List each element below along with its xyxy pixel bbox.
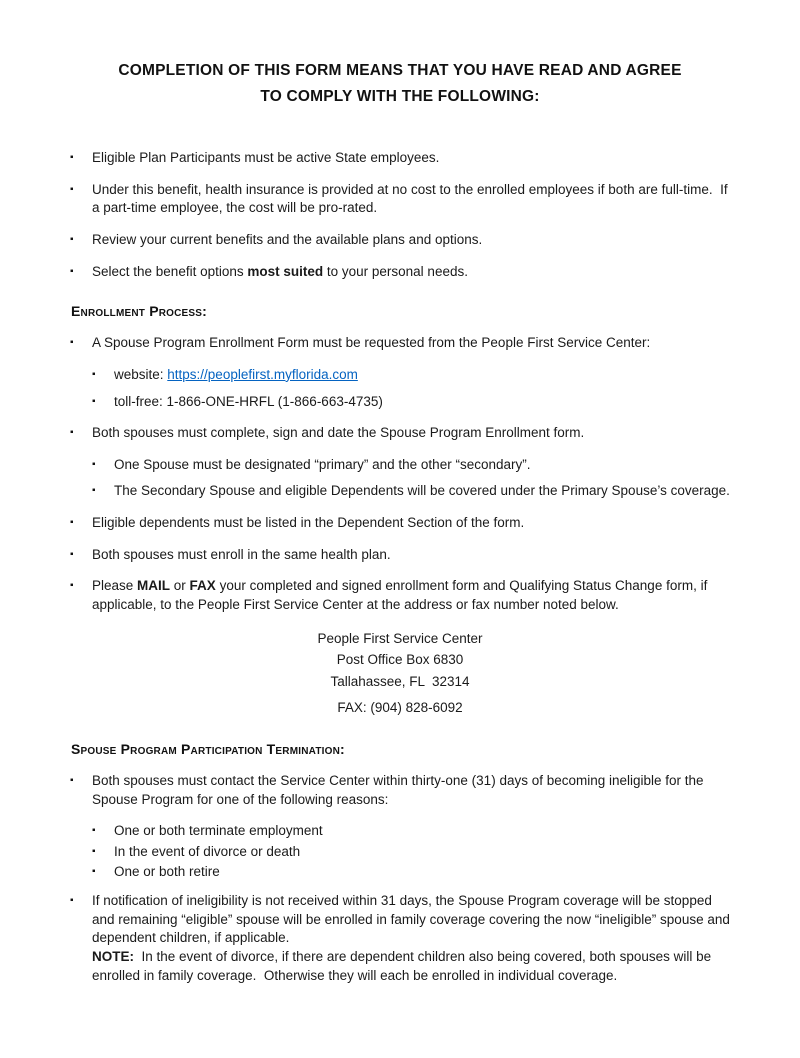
text-segment-bold: MAIL — [137, 578, 171, 594]
list-item-text: One or both retire — [114, 864, 220, 880]
sub-list — [92, 456, 730, 501]
note-text: In the event of divorce, if there are dependent children also being covered, both spouses will be enrolled in family coverage. Otherwise they will each be enrolled in individual coverage. — [92, 948, 715, 983]
text-segment: to your personal needs. — [323, 263, 468, 279]
sub-list — [92, 822, 730, 882]
page-title — [70, 58, 730, 109]
peoplefirst-link[interactable]: https://peoplefirst.myflorida.com — [167, 366, 358, 382]
text-segment-bold: most suited — [247, 263, 324, 279]
list-item — [70, 334, 730, 353]
list-item — [92, 366, 730, 385]
bullet-icon: ▪ — [92, 485, 96, 497]
address-line: People First Service Center — [317, 630, 483, 646]
list-item-text — [92, 263, 730, 282]
bullet-icon: ▪ — [70, 580, 74, 592]
list-item — [70, 514, 730, 533]
list-item-text: toll-free: 1-866-ONE-HRFL (1-866-663-4735) — [114, 393, 383, 409]
list-item — [70, 546, 730, 565]
list-item — [92, 393, 730, 412]
list-item — [92, 456, 730, 475]
list-item — [70, 263, 730, 282]
list-item-text: A Spouse Program Enrollment Form must be requested from the People First Service Center: — [92, 335, 651, 351]
page-title-line-1: COMPLETION OF THIS FORM MEANS THAT YOU HAVE READ AND AGREE — [118, 62, 682, 79]
list-item — [70, 424, 730, 443]
list-item-text — [92, 577, 730, 614]
address-line: Post Office Box 6830 — [336, 652, 464, 668]
bullet-icon: ▪ — [70, 152, 74, 164]
list-item — [92, 843, 730, 862]
text-segment: Select the benefit options — [92, 263, 248, 279]
bullet-icon: ▪ — [92, 825, 96, 837]
list-item-text: One or both terminate employment — [114, 823, 323, 839]
bullet-icon: ▪ — [70, 548, 74, 560]
fax-line: FAX: (904) 828-6092 — [337, 700, 463, 716]
list-item-text: Review your current benefits and the available plans and options. — [92, 232, 483, 247]
list-item — [70, 772, 730, 809]
text-segment: or — [170, 578, 190, 594]
list-item — [70, 892, 734, 985]
bullet-icon: ▪ — [70, 337, 74, 349]
list-item-text: Both spouses must contact the Service Center within thirty-one (31) days of becoming ineligible for the Spouse Program for one of the following reasons: — [92, 772, 708, 807]
page-title-line-2: TO COMPLY WITH THE FOLLOWING: — [260, 87, 540, 105]
note-paragraph — [92, 948, 730, 985]
list-item-text: Both spouses must enroll in the same health plan. — [92, 546, 391, 562]
list-item — [92, 863, 730, 882]
bullet-icon: ▪ — [70, 517, 74, 528]
bullet-icon: ▪ — [70, 895, 74, 906]
bullet-icon: ▪ — [92, 845, 96, 857]
list-item — [92, 822, 730, 841]
bullet-icon: ▪ — [92, 458, 96, 470]
list-item — [70, 181, 730, 218]
list-item-text: Both spouses must complete, sign and date the Spouse Program Enrollment form. — [92, 425, 585, 441]
list-item — [70, 231, 730, 250]
list-item-text: One Spouse must be designated “primary” and the other “secondary”. — [114, 456, 531, 472]
website-label: website: — [114, 366, 168, 382]
bullet-icon: ▪ — [70, 183, 74, 195]
sub-list — [92, 366, 730, 411]
list-item-text: The Secondary Spouse and eligible Dependents will be covered under the Primary Spouse’s coverage. — [114, 483, 730, 499]
bullet-icon: ▪ — [70, 774, 74, 786]
bullet-icon: ▪ — [70, 427, 74, 439]
service-center-address — [70, 628, 730, 719]
list-item-text — [114, 366, 730, 385]
text-segment: Please — [92, 578, 138, 594]
paragraph: If notification of ineligibility is not received within 31 days, the Spouse Program coverage will be stopped and remaining “eligible” spouse will be enrolled in family coverage covering the now “ineligible” spouse and dependent children, if applicable. — [92, 893, 734, 946]
section-heading-enrollment-process: Enrollment Process: — [71, 303, 208, 320]
bullet-icon: ▪ — [92, 395, 96, 407]
list-item — [70, 149, 730, 168]
bullet-icon: ▪ — [70, 265, 74, 277]
list-item — [70, 577, 730, 614]
text-segment-bold: FAX — [189, 578, 216, 594]
list-item-text: Eligible dependents must be listed in the Dependent Section of the form. — [92, 515, 525, 530]
list-item-text: Under this benefit, health insurance is provided at no cost to the enrolled employees if both are full-time. If a part-time employee, the cost will be pro-rated. — [92, 181, 732, 216]
note-label: NOTE: — [92, 948, 134, 964]
list-item-text — [92, 892, 734, 985]
bullet-icon: ▪ — [70, 234, 74, 245]
list-item-text: In the event of divorce or death — [114, 843, 301, 859]
bullet-icon: ▪ — [92, 866, 96, 878]
section-heading-termination: Spouse Program Participation Termination: — [71, 740, 345, 757]
list-item-text: Eligible Plan Participants must be active State employees. — [92, 150, 440, 166]
list-item — [92, 482, 730, 501]
bullet-icon: ▪ — [92, 368, 96, 380]
address-line: Tallahassee, FL 32314 — [330, 673, 470, 689]
text-segment: your completed and signed enrollment form and Qualifying Status Change form, if applicable, to the People First Service Center at the address or fax number noted below. — [92, 578, 712, 612]
